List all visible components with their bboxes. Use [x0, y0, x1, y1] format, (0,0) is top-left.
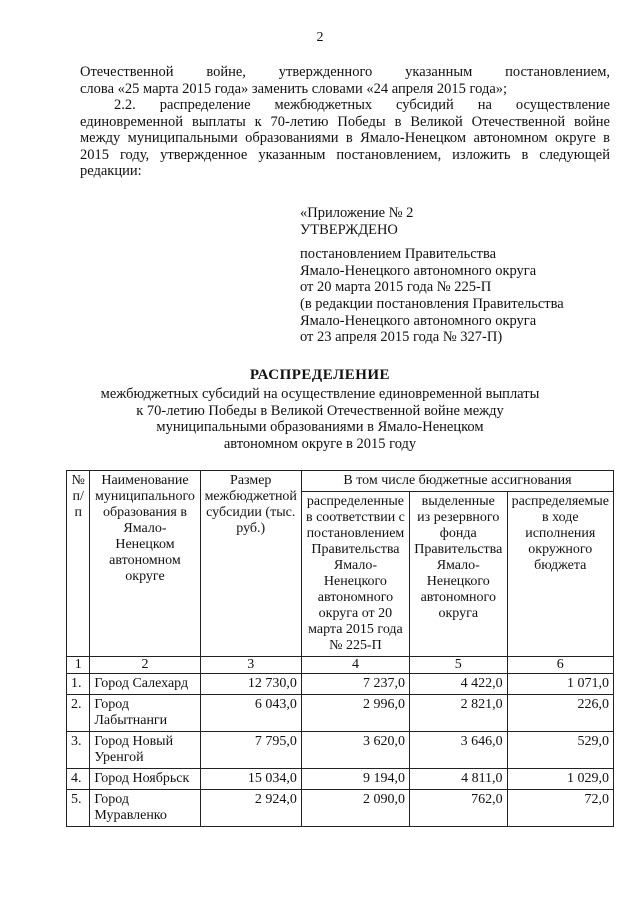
reserve-value: 4 422,0 — [409, 674, 507, 695]
allocated-value: 2 996,0 — [301, 695, 409, 732]
intro-paragraph-2 — [80, 97, 610, 180]
column-number: 5 — [409, 657, 507, 674]
header-sub2: выделенные из резервного фонда Правительства Ямало-Ненецкого автономного округа — [409, 492, 507, 657]
subtitle-line: автономном округе в 2015 году — [223, 435, 417, 452]
execution-value: 1 029,0 — [507, 769, 613, 790]
allocated-value: 3 620,0 — [301, 732, 409, 769]
intro-line: слова «25 марта 2015 года» заменить словами «24 апреля 2015 года»; — [80, 80, 508, 97]
appendix-label: «Приложение № 2 — [300, 205, 414, 221]
row-number: 2. — [67, 695, 90, 732]
intro-line: между муниципальными образованиями в Ямало-Ненецком автономном округе в — [80, 130, 610, 147]
intro-line: 2.2. распределение межбюджетных субсидий на осуществление — [114, 97, 610, 113]
municipality-name: Город Салехард — [90, 674, 200, 695]
header-sub3: распределяемые в ходе исполнения окружного бюджета — [507, 492, 613, 657]
table-row — [67, 732, 614, 769]
column-number: 1 — [67, 657, 90, 674]
row-number: 5. — [67, 790, 90, 827]
table-row — [67, 790, 614, 827]
subsidy-size: 6 043,0 — [200, 695, 301, 732]
header-size: Размер межбюджетной субсидии (тыс. руб.) — [200, 471, 301, 657]
execution-value: 72,0 — [507, 790, 613, 827]
allocated-value: 2 090,0 — [301, 790, 409, 827]
appendix-line: от 20 марта 2015 года № 225-П — [300, 279, 492, 296]
intro-line: редакции: — [80, 163, 142, 180]
municipality-name: Город Муравленко — [90, 790, 200, 827]
intro-line: 2015 году, утвержденное указанным постановлением, изложить в следующей — [80, 146, 610, 163]
column-number-row — [67, 657, 614, 674]
appendix-line: (в редакции постановления Правительства — [300, 295, 564, 312]
header-no: № п/п — [67, 471, 90, 657]
column-number: 6 — [507, 657, 613, 674]
municipality-name: Город Ноябрьск — [90, 769, 200, 790]
document-subtitle — [0, 386, 640, 452]
document-title: РАСПРЕДЕЛЕНИЕ — [249, 367, 391, 383]
intro-line: Отечественной войне, утвержденного указанным постановлением, — [80, 64, 610, 80]
subsidy-size: 12 730,0 — [200, 674, 301, 695]
appendix-line: Ямало-Ненецкого автономного округа — [300, 262, 537, 279]
municipality-name: Город Новый Уренгой — [90, 732, 200, 769]
table-row — [67, 674, 614, 695]
column-number: 3 — [200, 657, 301, 674]
reserve-value: 2 821,0 — [409, 695, 507, 732]
municipality-name: Город Лабытнанги — [90, 695, 200, 732]
row-number: 3. — [67, 732, 90, 769]
header-group: В том числе бюджетные ассигнования — [301, 471, 613, 492]
table-row — [67, 695, 614, 732]
intro-paragraph-1 — [80, 64, 610, 97]
appendix-approval-block — [300, 205, 564, 346]
subtitle-line: муниципальными образованиями в Ямало-Ненецком — [156, 419, 484, 436]
execution-value: 529,0 — [507, 732, 613, 769]
reserve-value: 762,0 — [409, 790, 507, 827]
appendix-line: постановлением Правительства — [300, 246, 497, 263]
appendix-line: от 23 апреля 2015 года № 327-П) — [300, 329, 503, 346]
header-sub1: распределенные в соответствии с постановлением Правительства Ямало-Ненецкого автономного округа от 20 марта 2015 года № 225-П — [301, 492, 409, 657]
header-name: Наименование муниципального образования в Ямало-Ненецком автономном округе — [90, 471, 200, 657]
row-number: 4. — [67, 769, 90, 790]
reserve-value: 3 646,0 — [409, 732, 507, 769]
appendix-line: Ямало-Ненецкого автономного округа — [300, 312, 537, 329]
column-number: 4 — [301, 657, 409, 674]
table-row — [67, 769, 614, 790]
execution-value: 226,0 — [507, 695, 613, 732]
subtitle-line: межбюджетных субсидий на осуществление единовременной выплаты — [100, 386, 540, 402]
intro-line: единовременной выплаты к 70-летию Победы в Великой Отечественной войне — [80, 113, 610, 130]
reserve-value: 4 811,0 — [409, 769, 507, 790]
subsidy-size: 15 034,0 — [200, 769, 301, 790]
execution-value: 1 071,0 — [507, 674, 613, 695]
allocated-value: 7 237,0 — [301, 674, 409, 695]
subsidy-size: 2 924,0 — [200, 790, 301, 827]
column-number: 2 — [90, 657, 200, 674]
allocated-value: 9 194,0 — [301, 769, 409, 790]
approved-label: УТВЕРЖДЕНО — [300, 221, 398, 238]
page-number: 2 — [316, 30, 324, 45]
subtitle-line: к 70-летию Победы в Великой Отечественной войне между — [136, 402, 504, 419]
allocation-table — [66, 470, 614, 827]
row-number: 1. — [67, 674, 90, 695]
subsidy-size: 7 795,0 — [200, 732, 301, 769]
